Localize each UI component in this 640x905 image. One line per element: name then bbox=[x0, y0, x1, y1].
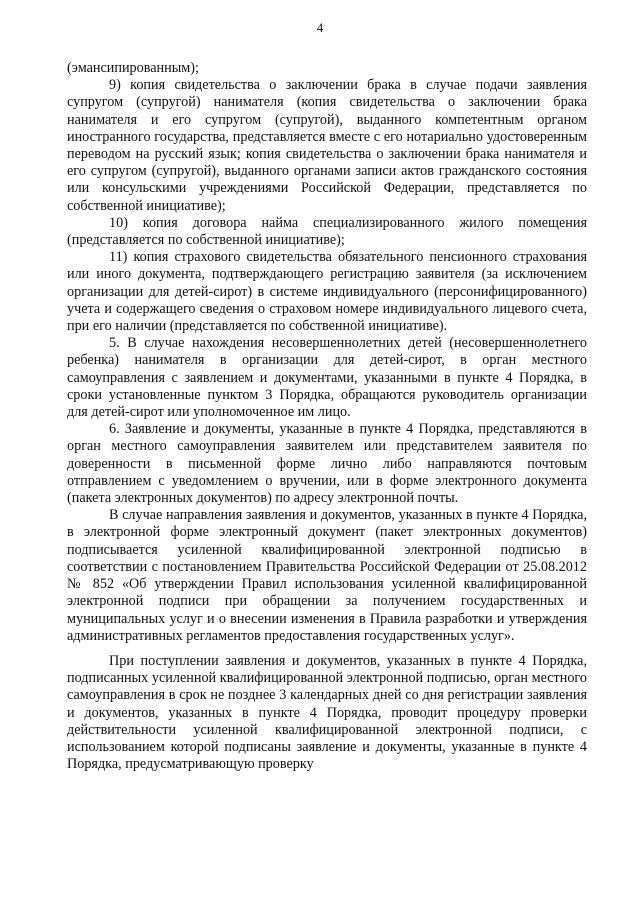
paragraph-item-11: 11) копия страхового свидетельства обязательного пенсионного страхования или иного документа, подтверждающего регистрацию заявителя (за исключением организации для детей-сирот) в системе индивидуального (персонифицированного) учета и содержащего сведения о страховом номере индивидуального лицевого счета, при его наличии (представляется по собственной инициативе). bbox=[67, 249, 587, 335]
paragraph-item-9: 9) копия свидетельства о заключении брака в случае подачи заявления супругом (супругой) нанимателя (копия свидетельства о заключении брака нанимателя и его супругом (супругой), выданного компетентным органом иностранного государства, представляется вместе с его нотариально удостоверенным переводом на русский язык; копия свидетельства о заключении брака нанимателя и его супругом (супругой), выданного органами записи актов гражданского состояния или консульскими учреждениями Российской Федерации, представляется по собственной инициативе); bbox=[67, 77, 587, 214]
page-number: 4 bbox=[316, 20, 324, 35]
paragraph-electronic-submission: В случае направления заявления и документов, указанных в пункте 4 Порядка, в электронной форме электронный документ (пакет электронных документов) подписывается усиленной квалифицированной электронной подписью в соответствии с постановлением Правительства Российской Федерации от 25.08.2012 № 852 «Об утверждении Правил использования усиленной квалифицированной электронной подписи при обращении за получением государственных и муниципальных услуг и о внесении изменения в Правила разработки и утверждения административных регламентов предоставления государственных услуг». bbox=[67, 507, 587, 644]
paragraph-item-10: 10) копия договора найма специализированного жилого помещения (представляется по собственной инициативе); bbox=[67, 214, 587, 249]
paragraph-continuation: (эмансипированным); bbox=[67, 60, 199, 76]
paragraph-clause-6: 6. Заявление и документы, указанные в пункте 4 Порядка, представляются в орган местного самоуправления заявителем или представителем заявителя по доверенности в письменной форме лично либо направляются почтовым отправлением с уведомлением о вручении, или в форме электронного документа (пакета электронных документов) по адресу электронной почты. bbox=[67, 421, 587, 507]
paragraph-clause-5: 5. В случае нахождения несовершеннолетних детей (несовершеннолетнего ребенка) нанимателя в организации для детей-сирот, в орган местного самоуправления с заявлением и документами, указанными в пункте 4 Порядка, в сроки установленные пунктом 3 Порядка, обращаются руководитель организации для детей-сирот или уполномоченное им лицо. bbox=[67, 335, 587, 421]
paragraph-signature-verification: При поступлении заявления и документов, указанных в пункте 4 Порядка, подписанных усиленной квалифицированной электронной подписью, орган местного самоуправления в срок не позднее 3 календарных дней со дня регистрации заявления и документов, указанных в пункте 4 Порядка, проводит процедуру проверки действительности усиленной квалифицированной электронной подписи, с использованием которой подписаны заявление и документы, указанные в пункте 4 Порядка, предусматривающую проверку bbox=[67, 652, 587, 773]
document-body bbox=[67, 60, 587, 773]
